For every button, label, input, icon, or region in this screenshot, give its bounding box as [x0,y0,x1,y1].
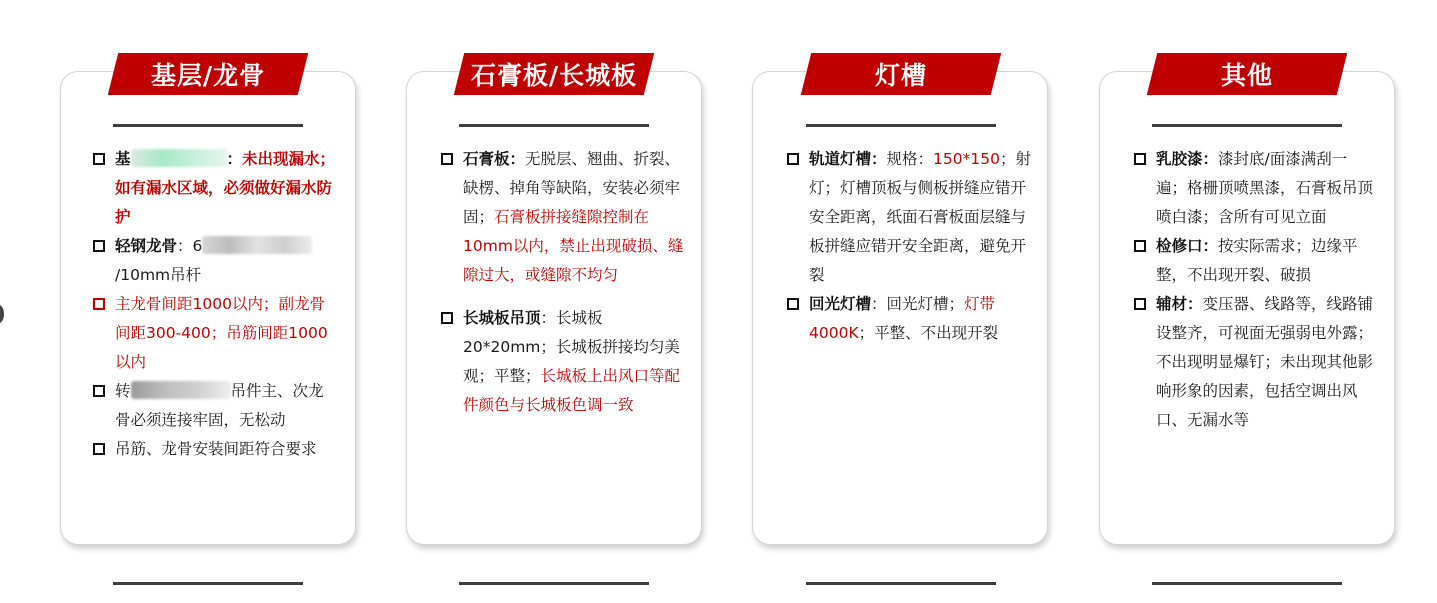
list-item: 辅材：变压器、线路等，线路铺设整齐，可视面无强弱电外露；不出现明显爆钉；未出现其他影响形象的因素，包括空调出风口、无漏水等 [1134,290,1378,435]
square-bullet-icon [93,298,105,310]
list-item: 长城板吊顶：长城板20*20mm；长城板拼接均匀美观；平整；长城板上出风口等配件颜色与长城板色调一致 [441,304,685,420]
square-bullet-icon [441,312,453,324]
bottom-divider [806,582,996,585]
bottom-divider [113,582,303,585]
title-divider [459,124,649,127]
square-bullet-icon [1134,240,1146,252]
card-title: 灯槽 [874,61,927,90]
card-title-tab [454,53,654,95]
list-item: 回光灯槽：回光灯槽；灯带4000K；平整、不出现开裂 [787,290,1031,348]
card-title-tab [1147,53,1347,95]
list-item: 吊筋、龙骨安装间距符合要求 [93,435,337,464]
item-list [1134,145,1378,435]
redacted-text [131,149,227,167]
item-list [441,145,685,420]
card-title: 石膏板/长城板 [470,61,638,90]
square-bullet-icon [441,153,453,165]
square-bullet-icon [93,240,105,252]
card-title-tab [801,53,1001,95]
title-divider [806,124,996,127]
bottom-divider [1152,582,1342,585]
redacted-text [202,236,312,254]
item-list [93,145,337,464]
list-item: 轨道灯槽：规格：150*150；射灯；灯槽顶板与侧板拼缝应错开安全距离，纸面石膏板面层缝与板拼缝应错开安全距离，避免开裂 [787,145,1031,290]
list-item: 石膏板：无脱层、翘曲、折裂、缺楞、掉角等缺陷，安装必须牢固；石膏板拼接缝隙控制在10mm以内，禁止出现破损、缝隙过大，或缝隙不均匀 [441,145,685,290]
square-bullet-icon [93,385,105,397]
title-divider [113,124,303,127]
list-item: 转 吊件主、次龙骨必须连接牢固，无松动 [93,377,337,435]
card-title: 其他 [1220,61,1273,90]
list-item: 主龙骨间距1000以内；副龙骨间距300-400；吊筋间距1000以内 [93,290,337,377]
redacted-text [131,381,231,399]
list-item: 基 ：未出现漏水；如有漏水区域，必须做好漏水防护 [93,145,337,232]
list-item: 检修口：按实际需求；边缘平整，不出现开裂、破损 [1134,232,1378,290]
list-item: 乳胶漆：漆封底/面漆满刮一遍；格栅顶喷黑漆，石膏板吊顶喷白漆；含所有可见立面 [1134,145,1378,232]
card-title: 基层/龙骨 [150,61,266,90]
card-title-tab [108,53,308,95]
square-bullet-icon [787,153,799,165]
square-bullet-icon [787,298,799,310]
square-bullet-icon [1134,298,1146,310]
title-divider [1152,124,1342,127]
square-bullet-icon [1134,153,1146,165]
edge-mark [0,305,4,323]
square-bullet-icon [93,153,105,165]
list-item: 轻钢龙骨：6 /10mm吊杆 [93,232,337,290]
bottom-divider [459,582,649,585]
item-list [787,145,1031,348]
square-bullet-icon [93,443,105,455]
